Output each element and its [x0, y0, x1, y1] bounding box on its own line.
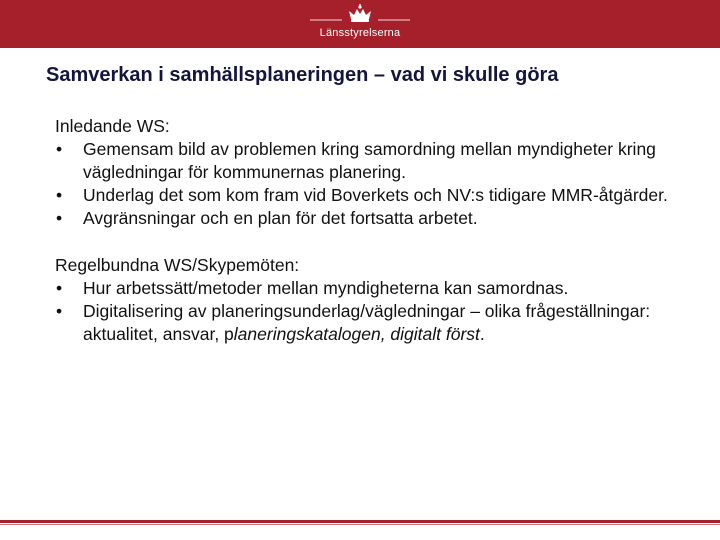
logo [300, 3, 420, 45]
list-item: • Digitalisering av planeringsunderlag/vägledningar – olika frågeställningar: aktualitet, ansvar, planeringskatalogen, digitalt först. [56, 301, 651, 344]
slide-title: Samverkan i samhällsplaneringen – vad vi skulle göra [46, 64, 559, 86]
bullet-icon: • [56, 278, 63, 298]
section-heading-meetings: Regelbundna WS/Skypemöten: [55, 255, 300, 275]
bullet-icon: • [56, 301, 63, 321]
slide-content [55, 115, 675, 346]
bullet-icon: • [56, 208, 63, 228]
bullet-icon: • [56, 139, 63, 159]
org-name: Länsstyrelserna [319, 27, 401, 39]
bullet-text-italic: laneringskatalogen, digitalt först [233, 324, 480, 344]
list-item: • Hur arbetssätt/metoder mellan myndigheterna kan samordnas. [56, 278, 569, 298]
crown-icon [300, 3, 420, 27]
list-item: • Gemensam bild av problemen kring samordning mellan myndigheter kring vägledningar för kommunernas planering. [56, 139, 656, 182]
bullet-list-meetings [55, 277, 675, 346]
footer-divider [0, 520, 720, 523]
list-item: • Avgränsningar och en plan för det fortsatta arbetet. [56, 208, 478, 228]
footer-divider-thin [0, 524, 720, 525]
bullet-icon: • [56, 185, 63, 205]
bullet-list-intro [55, 138, 675, 230]
list-item: • Underlag det som kom fram vid Boverkets och NV:s tidigare MMR-åtgärder. [56, 185, 668, 205]
header-bar [0, 0, 720, 48]
bullet-text-plain: Digitalisering av planeringsunderlag/vägledningar – olika frågeställningar: aktualitet, ansvar, p [83, 301, 651, 344]
section-heading-intro: Inledande WS: [55, 116, 170, 136]
